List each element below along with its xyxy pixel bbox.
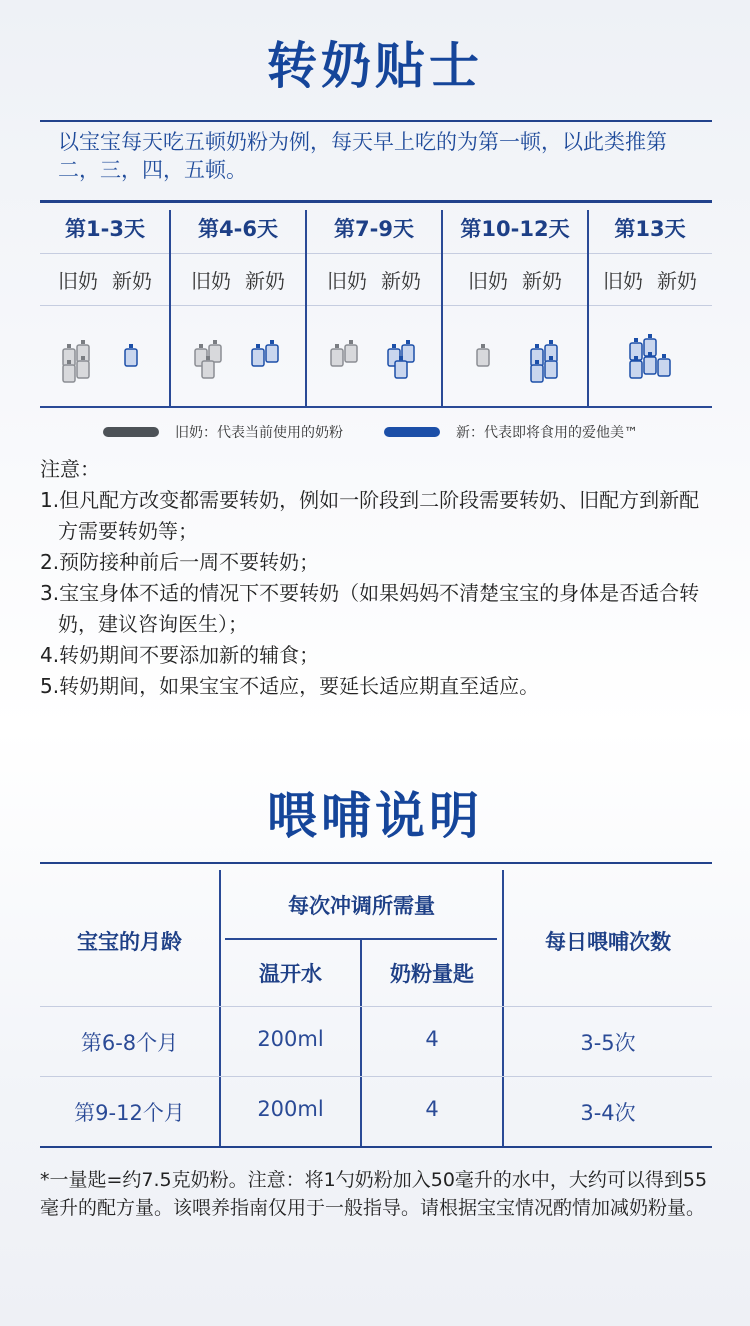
- old-milk-label: 旧奶: [468, 269, 508, 293]
- legend-new: [384, 420, 638, 444]
- footnote: *一量匙=约7.5克奶粉。注意：将1勺奶粉加入50毫升的水中，大约可以得到55毫升的配方量。该喂养指南仅用于一般指导。请根据宝宝情况酌情加减奶粉量。: [40, 1169, 708, 1219]
- header-age: 宝宝的月龄: [77, 930, 182, 954]
- feeding-table-top: [40, 862, 712, 864]
- new-milk-bottle-icon: [530, 359, 542, 381]
- header-water: 温开水: [259, 962, 322, 986]
- new-milk-bottle-icon: [124, 343, 136, 365]
- note-item: 4.转奶期间不要添加新的辅食；: [40, 643, 320, 667]
- row-scoops: 4: [425, 1027, 439, 1051]
- old-milk-label: 旧奶: [58, 269, 98, 293]
- legend-old: [103, 420, 343, 444]
- old-milk-bottle-icon: [76, 355, 88, 377]
- old-milk-label: 旧奶: [327, 269, 367, 293]
- new-milk-bottle-icon: [251, 343, 263, 365]
- new-milk-label: 新奶: [657, 269, 697, 293]
- day-column: [588, 203, 712, 407]
- new-milk-bottle-icon: [657, 353, 669, 375]
- row-water: 200ml: [257, 1027, 324, 1051]
- old-milk-bottle-icon: [344, 339, 356, 361]
- new-milk-bottle-icon: [394, 355, 406, 377]
- intro-text: 以宝宝每天吃五顿奶粉为例，每天早上吃的为第一顿，以此类推第二，三，四，五顿。: [58, 130, 667, 182]
- new-milk-label: 新奶: [381, 269, 421, 293]
- new-milk-bottle-icon: [629, 355, 641, 377]
- new-milk-label: 新奶: [112, 269, 152, 293]
- day-label: 第7-9天: [334, 217, 414, 241]
- old-milk-label: 旧奶: [603, 269, 643, 293]
- new-milk-label: 新奶: [245, 269, 285, 293]
- old-milk-bottle-icon: [476, 343, 488, 365]
- day-column: [442, 203, 588, 407]
- bottle-group: [40, 319, 170, 399]
- old-swatch: [103, 427, 159, 437]
- bottle-group: [306, 319, 442, 399]
- notes-section: [40, 454, 712, 702]
- new-milk-bottle-icon: [544, 355, 556, 377]
- day-column: [306, 203, 442, 407]
- row-divider: [40, 1076, 712, 1077]
- new-milk-label: 新奶: [522, 269, 562, 293]
- header-per-feed: 每次冲调所需量: [288, 894, 435, 918]
- note-item: 5.转奶期间，如果宝宝不适应，要延长适应期直至适应。: [40, 674, 540, 698]
- transition-table: [40, 203, 712, 407]
- bottle-group: [588, 319, 712, 399]
- header-times: 每日喂哺次数: [545, 930, 671, 954]
- row-age: 第6-8个月: [80, 1031, 179, 1055]
- new-milk-bottle-icon: [265, 339, 277, 361]
- table-bottom-border: [40, 406, 712, 408]
- old-milk-label: 旧奶: [191, 269, 231, 293]
- row-scoops: 4: [425, 1097, 439, 1121]
- new-milk-bottle-icon: [643, 351, 655, 373]
- day-column: [170, 203, 306, 407]
- transition-title: 转奶贴士: [267, 37, 483, 95]
- feeding-title: 喂哺说明: [267, 787, 483, 845]
- row-times: 3-4次: [580, 1101, 636, 1125]
- day-label: 第13天: [614, 217, 686, 241]
- legend-new-text: 新：代表即将食用的爱他美™: [456, 425, 638, 441]
- day-label: 第10-12天: [460, 217, 570, 241]
- legend-old-text: 旧奶：代表当前使用的奶粉: [175, 425, 343, 441]
- row-times: 3-5次: [580, 1031, 636, 1055]
- subheader-divider: [225, 938, 497, 940]
- row-divider: [40, 1006, 712, 1007]
- day-column: [40, 203, 170, 407]
- row-water: 200ml: [257, 1097, 324, 1121]
- new-swatch: [384, 427, 440, 437]
- old-milk-bottle-icon: [62, 359, 74, 381]
- note-item: 3.宝宝身体不适的情况下不要转奶（如果妈妈不清楚宝宝的身体是否适合转奶，建议咨询医生）；: [40, 581, 700, 636]
- day-label: 第1-3天: [65, 217, 145, 241]
- row-age: 第9-12个月: [74, 1101, 185, 1125]
- bottle-group: [170, 319, 306, 399]
- notes-heading: 注意：: [40, 457, 100, 481]
- note-item: 1.但凡配方改变都需要转奶，例如一阶段到二阶段需要转奶、旧配方到新配方需要转奶等；: [40, 488, 700, 543]
- day-label: 第4-6天: [198, 217, 278, 241]
- intro-divider: [40, 120, 712, 122]
- bottle-group: [442, 319, 588, 399]
- header-scoops: 奶粉量匙: [390, 962, 474, 986]
- note-item: 2.预防接种前后一周不要转奶；: [40, 550, 320, 574]
- old-milk-bottle-icon: [330, 343, 342, 365]
- feeding-table-bottom: [40, 1146, 712, 1148]
- old-milk-bottle-icon: [201, 355, 213, 377]
